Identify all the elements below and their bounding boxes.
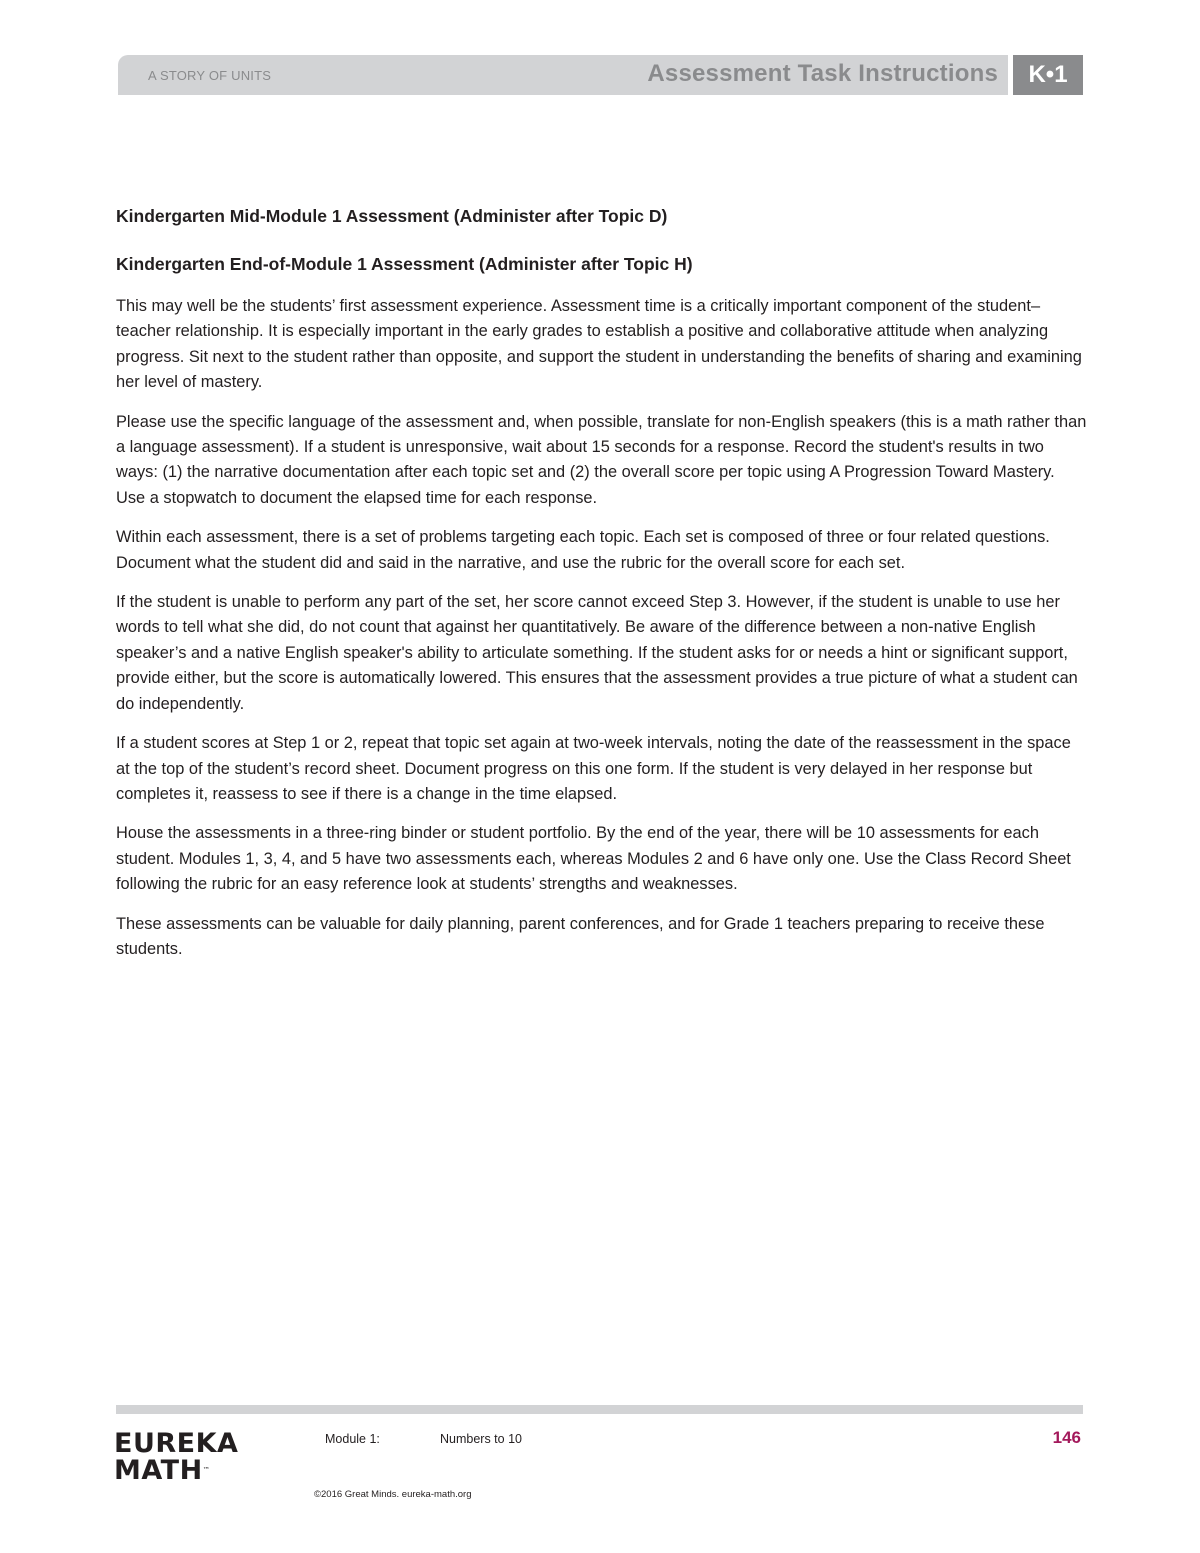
paragraph-reassessment: If a student scores at Step 1 or 2, repeat that topic set again at two-week intervals, noting the date of the reassessment in the space at the top of the student’s record sheet. Document progress on this one form. If the student is very delayed in her response but completes it, reassess to see if there is a change in the time elapsed. (116, 734, 1071, 803)
footer-divider (116, 1405, 1083, 1414)
copyright-notice: ©2016 Great Minds. eureka-math.org (314, 1489, 472, 1500)
series-label: A STORY OF UNITS (148, 68, 272, 83)
paragraph-specific-language: Please use the specific language of the assessment and, when possible, translate for non-English speakers (this is a math rather than a language assessment). If a student is unresponsive, wait about 15 seconds for a response. Record the student's results in two ways: (1) the narrative documentation after each topic set and (2) the overall score per topic using A Progression Toward Mastery. Use a stopwatch to document the elapsed time for each response. (116, 412, 1087, 507)
heading-mid-module: Kindergarten Mid-Module 1 Assessment (Administer after Topic D) (116, 206, 668, 226)
heading-end-of-module: Kindergarten End-of-Module 1 Assessment (Administer after Topic H) (116, 254, 693, 274)
page-number: 146 (1052, 1428, 1081, 1447)
document-body (116, 204, 1088, 976)
eureka-math-logo (114, 1430, 238, 1484)
footer-module-topic: Numbers to 10 (440, 1432, 522, 1446)
trademark-symbol: ™ (202, 1466, 211, 1474)
logo-math-text: MATH (114, 1455, 203, 1486)
paragraph-binder: House the assessments in a three-ring binder or student portfolio. By the end of the year, there will be 10 assessments for each student. Modules 1, 3, 4, and 5 have two assessments each, whereas Modules 2 and 6 have only one. Use the Class Record Sheet following the rubric for an easy reference look at students’ strengths and weaknesses. (116, 824, 1071, 894)
page-title: Assessment Task Instructions (647, 60, 998, 87)
footer-module-label: Module 1: (325, 1432, 380, 1446)
logo-line-eureka: EUREKA (114, 1428, 239, 1459)
logo-line-math (114, 1457, 238, 1484)
paragraph-value: These assessments can be valuable for daily planning, parent conferences, and for Grade 1 teachers preparing to receive these students. (116, 914, 1045, 958)
paragraph-first-assessment: This may well be the students’ first assessment experience. Assessment time is a critically important component of the student–teacher relationship. It is especially important in the early grades to establish a positive and collaborative attitude when analyzing progress. Sit next to the student rather than opposite, and support the student in understanding the benefits of sharing and examining her level of mastery. (116, 297, 1082, 392)
grade-module-tag: K•1 (1013, 55, 1083, 95)
paragraph-scoring: If the student is unable to perform any part of the set, her score cannot exceed Step 3. However, if the student is unable to use her words to tell what she did, do not count that against her quantitatively. Be aware of the difference between a non-native English speaker’s and a native English speaker's ability to articulate something. If the student asks for or needs a hint or significant support, provide either, but the score is automatically lowered. This ensures that the assessment provides a true picture of what a student can do independently. (116, 593, 1078, 713)
paragraph-problem-sets: Within each assessment, there is a set of problems targeting each topic. Each set is composed of three or four related questions. Document what the student did and said in the narrative, and use the rubric for the overall score for each set. (116, 528, 1050, 572)
